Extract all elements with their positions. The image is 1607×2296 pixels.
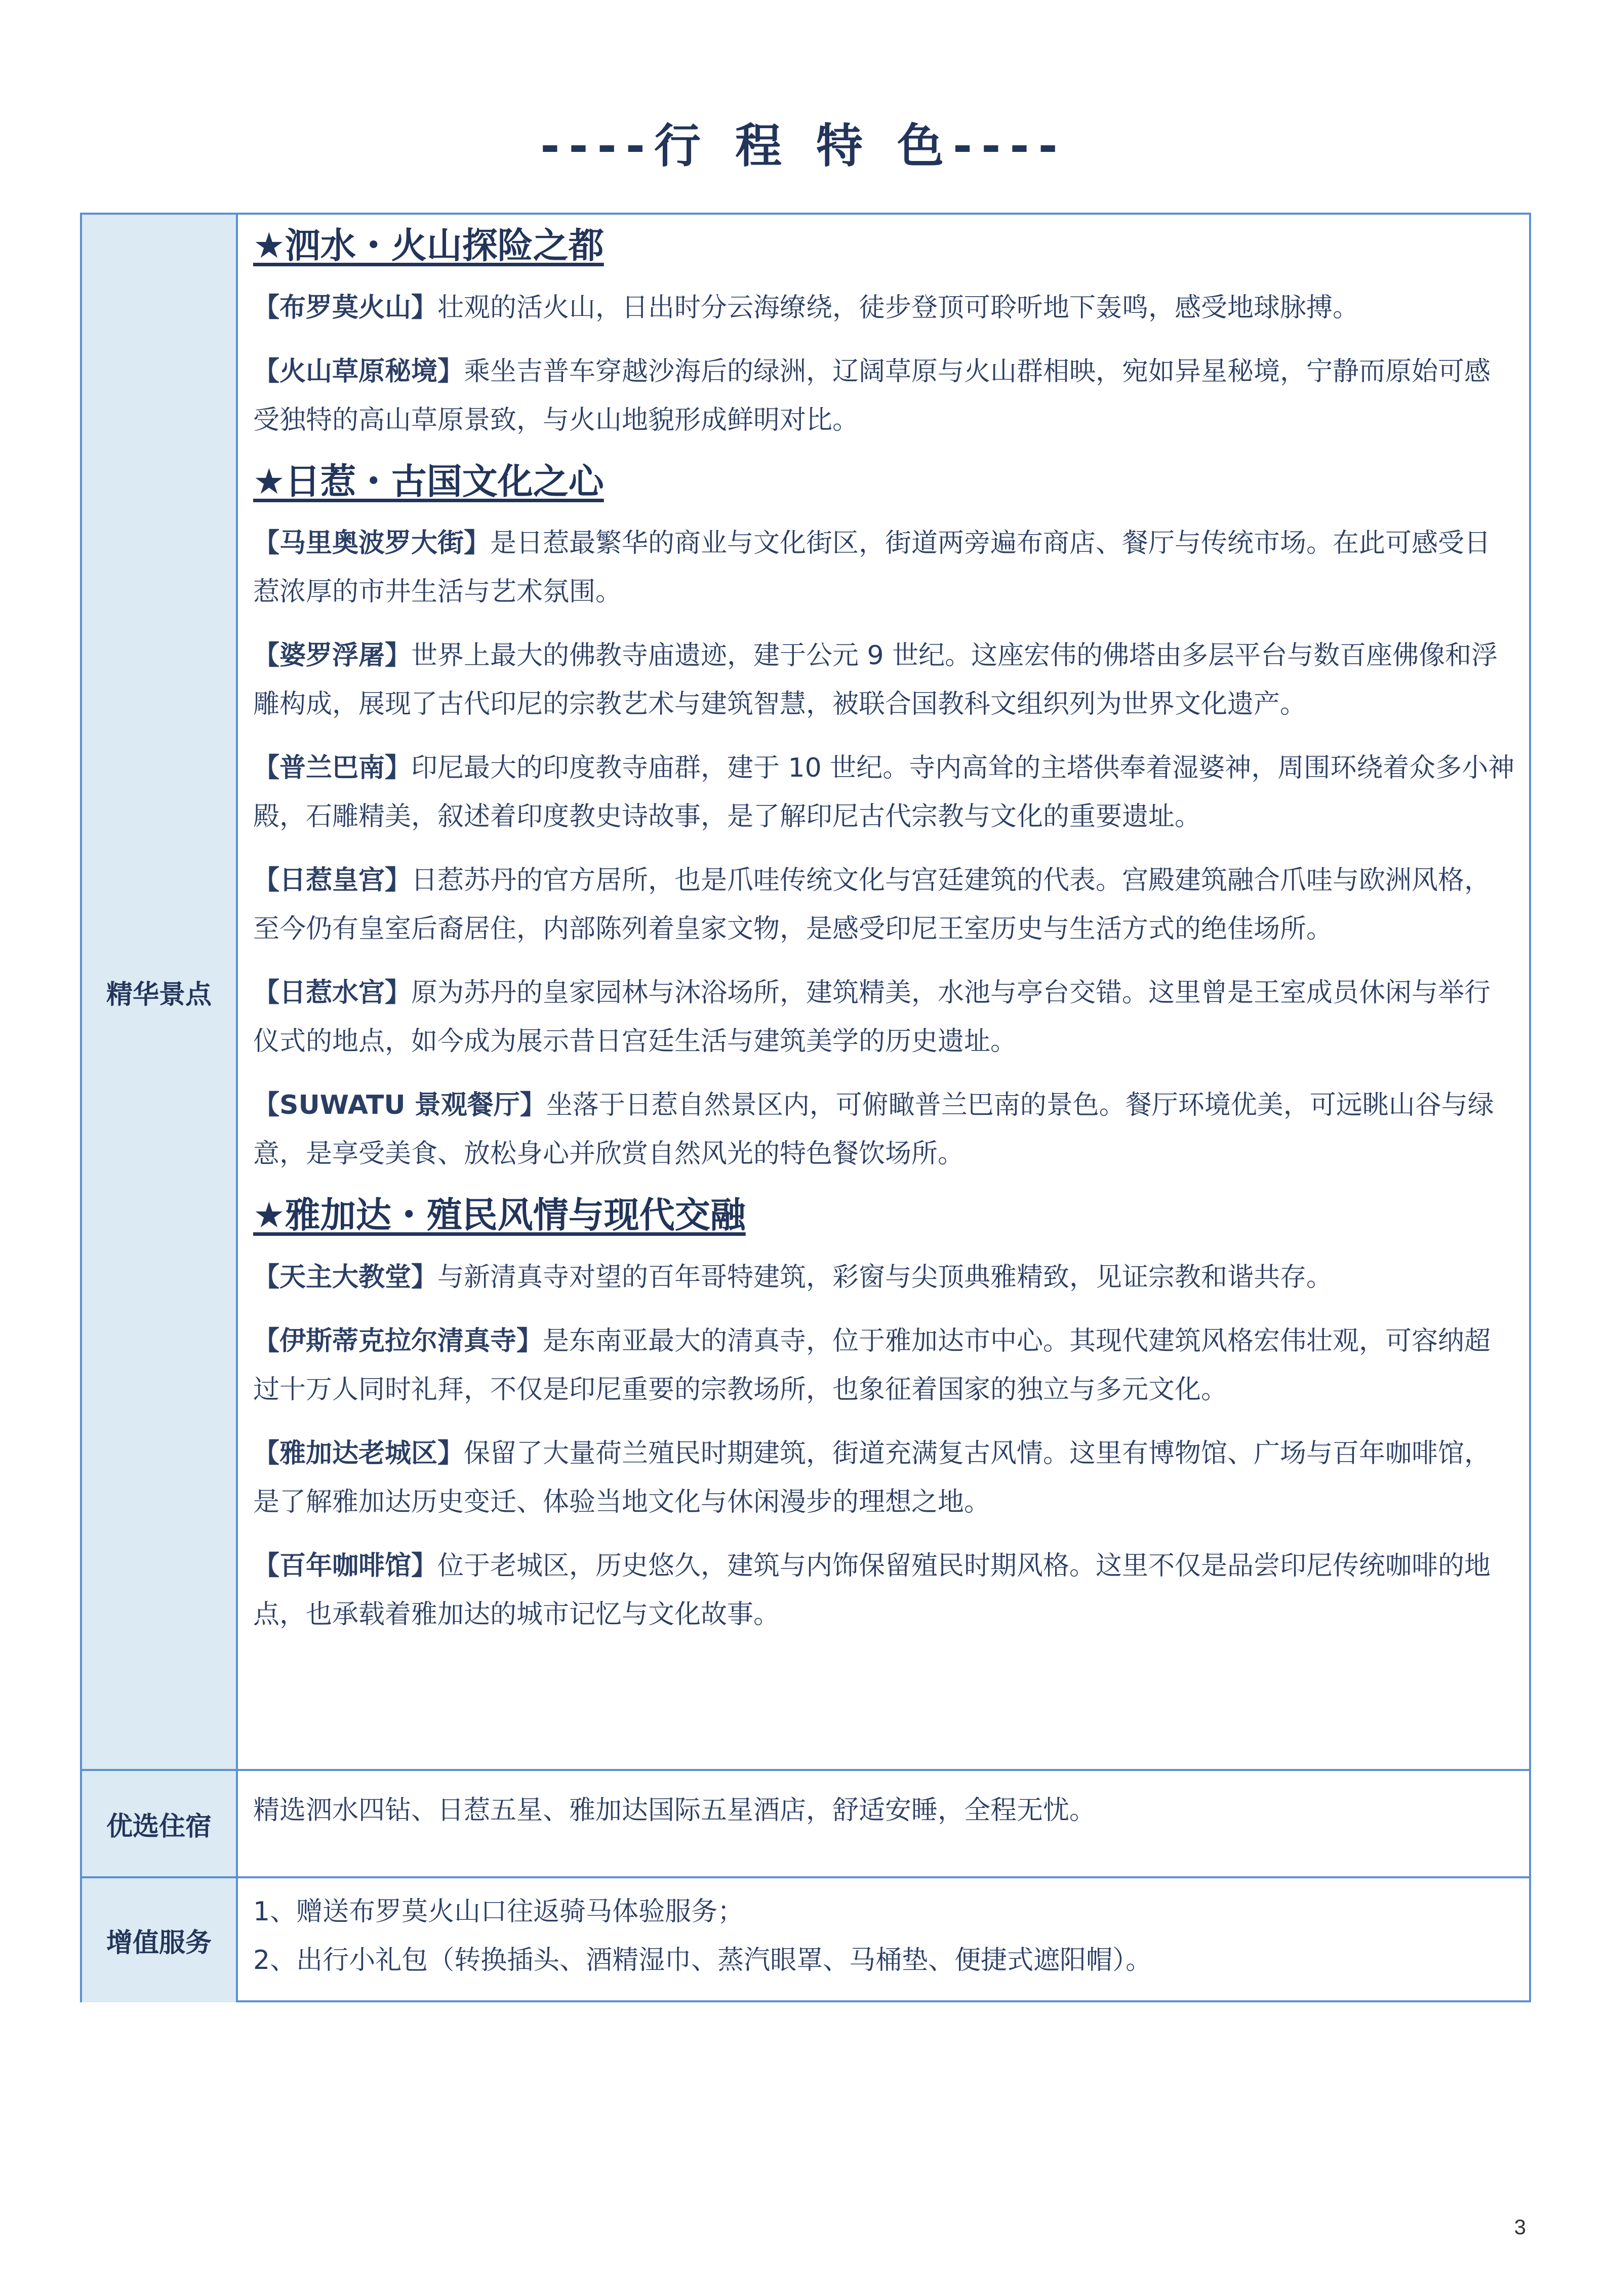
attraction-name: 【火山草原秘境】 (253, 356, 464, 387)
attraction-description: 位于老城区，历史悠久，建筑与内饰保留殖民时期风格。这里不仅是品尝印尼传统咖啡的地点，也承载着雅加达的城市记忆与文化故事。 (253, 1550, 1491, 1630)
attraction-description: 是东南亚最大的清真寺，位于雅加达市中心。其现代建筑风格宏伟壮观，可容纳超过十万人同时礼拜，不仅是印尼重要的宗教场所，也象征着国家的独立与多元文化。 (253, 1325, 1491, 1405)
attraction-description: 世界上最大的佛教寺庙遗迹，建于公元 9 世纪。这座宏伟的佛塔由多层平台与数百座佛像和浮雕构成，展现了古代印尼的宗教艺术与建筑智慧，被联合国教科文组织列为世界文化遗产。 (253, 640, 1498, 719)
attraction-item (253, 631, 1515, 729)
attraction-description: 与新清真寺对望的百年哥特建筑，彩窗与尖顶典雅精致，见证宗教和谐共存。 (437, 1262, 1333, 1293)
services-row (82, 1876, 1529, 2002)
attraction-description: 壮观的活火山，日出时分云海缭绕，徒步登顶可聆听地下轰鸣，感受地球脉搏。 (437, 292, 1359, 323)
attraction-item (253, 519, 1515, 616)
service-item: 1、赠送布罗莫火山口往返骑马体验服务； (253, 1897, 744, 1927)
attraction-name: 【伊斯蒂克拉尔清真寺】 (253, 1325, 543, 1356)
highlights-row (82, 215, 1529, 1769)
attraction-name: 【布罗莫火山】 (253, 292, 438, 323)
section-heading-jakarta: ★雅加达・殖民风情与现代交融 (253, 1194, 746, 1236)
attraction-item (253, 969, 1515, 1066)
hotel-row (82, 1769, 1529, 1876)
attraction-description: 保留了大量荷兰殖民时期建筑，街道充满复古风情。这里有博物馆、广场与百年咖啡馆，是了解雅加达历史变迁、体验当地文化与休闲漫步的理想之地。 (253, 1438, 1491, 1517)
attraction-name: 【马里奥波罗大街】 (253, 528, 491, 558)
highlights-label: 精华景点 (82, 215, 238, 1769)
services-content (238, 1878, 1529, 2002)
attraction-description: 日惹苏丹的官方居所，也是爪哇传统文化与宫廷建筑的代表。宫殿建筑融合爪哇与欧洲风格，至今仍有皇室后裔居住，内部陈列着皇家文物，是感受印尼王室历史与生活方式的绝佳场所。 (253, 865, 1491, 944)
attraction-description: 是日惹最繁华的商业与文化街区，街道两旁遍布商店、餐厅与传统市场。在此可感受日惹浓厚的市井生活与艺术氛围。 (253, 528, 1491, 607)
attraction-item (253, 1317, 1515, 1414)
page-number: 3 (1514, 2215, 1526, 2239)
services-label: 增值服务 (82, 1878, 238, 2002)
attraction-item (253, 1081, 1515, 1178)
attraction-item (253, 856, 1515, 953)
hotel-content (238, 1771, 1529, 1876)
page-title: ----行 程 特 色---- (540, 119, 1067, 173)
attraction-item (253, 744, 1515, 841)
attraction-name: 【普兰巴南】 (253, 753, 412, 783)
section-heading-yogyakarta: ★日惹・古国文化之心 (253, 460, 604, 502)
highlights-content (238, 215, 1529, 1769)
hotel-text: 精选泗水四钻、日惹五星、雅加达国际五星酒店，舒适安睡，全程无忧。 (253, 1795, 1096, 1826)
itinerary-table (80, 213, 1531, 2002)
attraction-name: 【日惹皇宫】 (253, 865, 412, 896)
attraction-description: 印尼最大的印度教寺庙群，建于 10 世纪。寺内高耸的主塔供奉着湿婆神，周围环绕着众多小神殿，石雕精美，叙述着印度教史诗故事，是了解印尼古代宗教与文化的重要遗址。 (253, 753, 1515, 832)
attraction-name: 【SUWATU 景观餐厅】 (253, 1090, 546, 1120)
attraction-description: 原为苏丹的皇家园林与沐浴场所，建筑精美，水池与亭台交错。这里曾是王室成员休闲与举行仪式的地点，如今成为展示昔日宫廷生活与建筑美学的历史遗址。 (253, 978, 1491, 1057)
attraction-item (253, 1542, 1515, 1639)
attraction-description: 坐落于日惹自然景区内，可俯瞰普兰巴南的景色。餐厅环境优美，可远眺山谷与绿意，是享受美食、放松身心并欣赏自然风光的特色餐饮场所。 (253, 1090, 1494, 1169)
attraction-item (253, 347, 1515, 445)
section-heading-surabaya: ★泗水・火山探险之都 (253, 225, 604, 266)
service-item: 2、出行小礼包（转换插头、酒精湿巾、蒸汽眼罩、马桶垫、便捷式遮阳帽）。 (253, 1945, 1152, 1976)
attraction-item (253, 1429, 1515, 1526)
attraction-name: 【日惹水宫】 (253, 978, 412, 1008)
attraction-name: 【婆罗浮屠】 (253, 640, 412, 671)
attraction-name: 【天主大教堂】 (253, 1262, 438, 1293)
attraction-name: 【雅加达老城区】 (253, 1438, 464, 1469)
attraction-description: 乘坐吉普车穿越沙海后的绿洲，辽阔草原与火山群相映，宛如异星秘境，宁静而原始可感受独特的高山草原景致，与火山地貌形成鲜明对比。 (253, 356, 1491, 435)
attraction-item (253, 1253, 1515, 1302)
attraction-item (253, 284, 1515, 332)
attraction-name: 【百年咖啡馆】 (253, 1550, 438, 1581)
hotel-label: 优选住宿 (82, 1771, 238, 1876)
